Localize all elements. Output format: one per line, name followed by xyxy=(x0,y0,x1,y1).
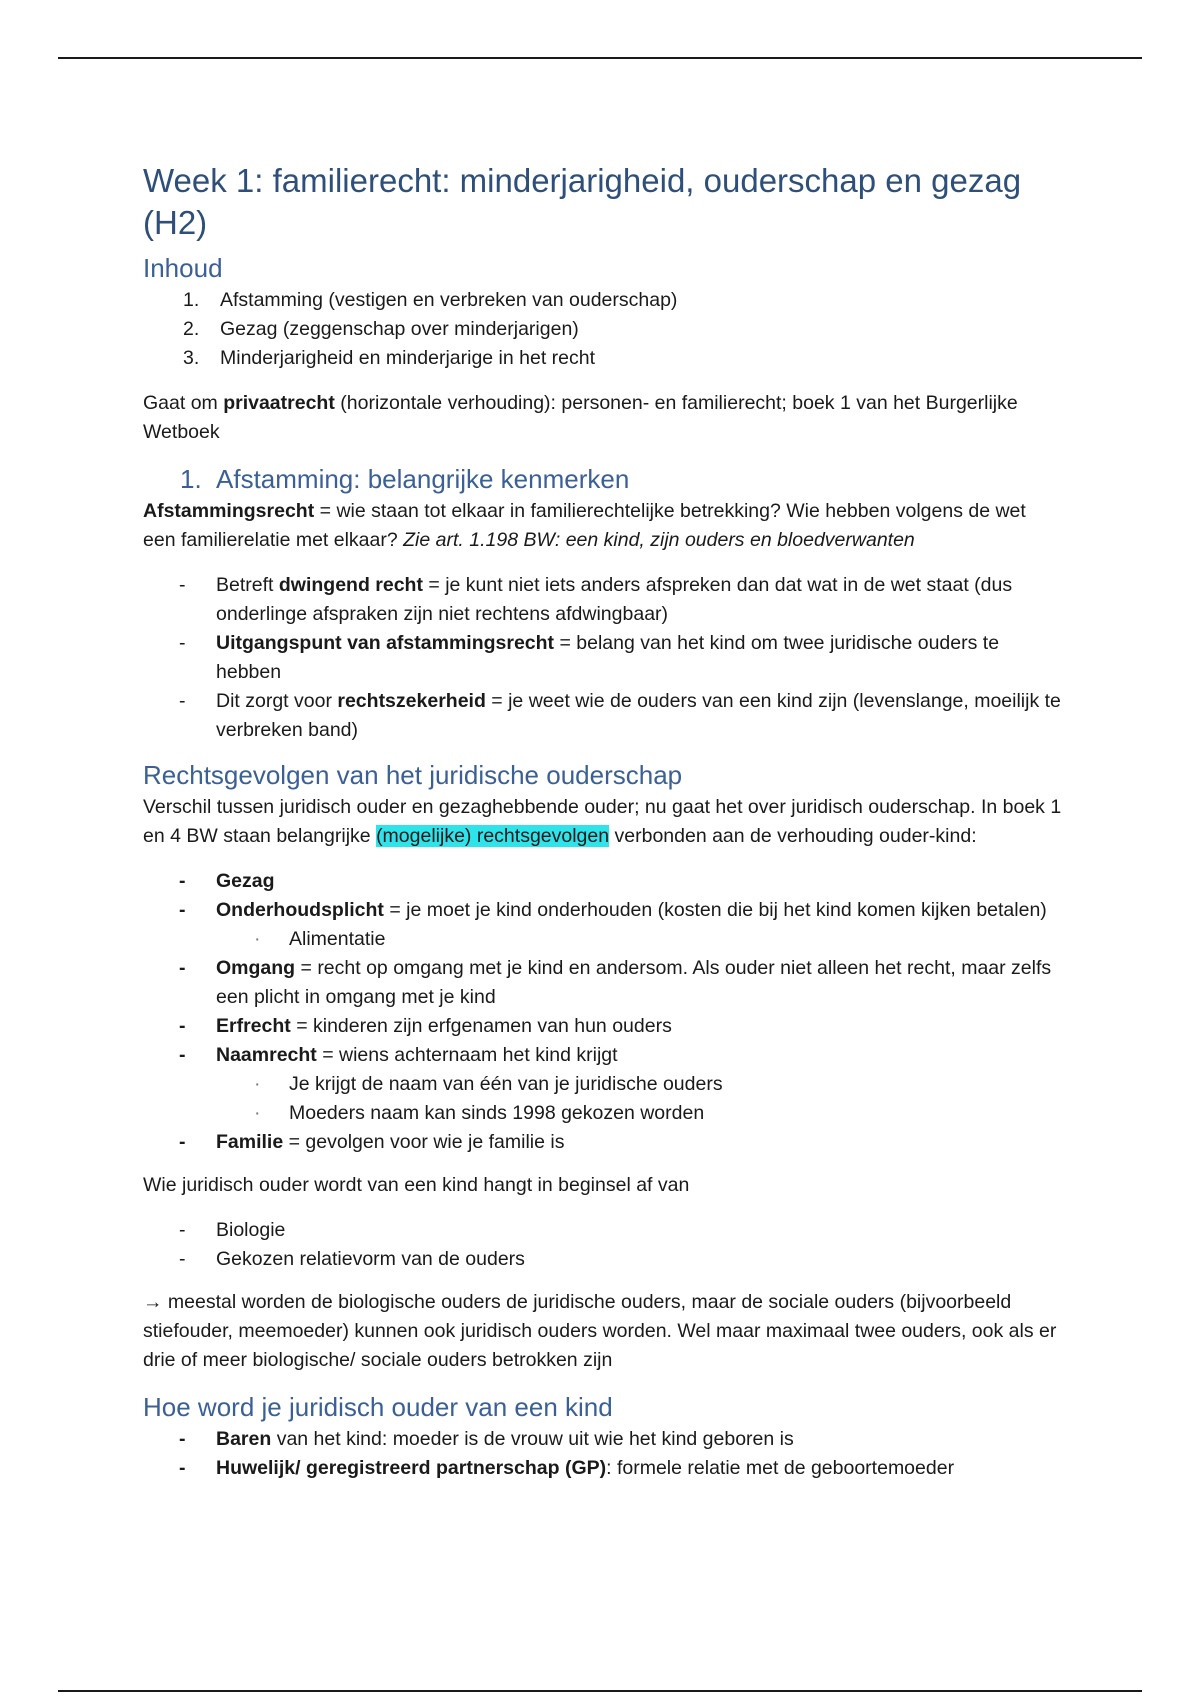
section-afstamming-heading: 1. Afstamming: belangrijke kenmerken xyxy=(180,464,630,494)
inhoud-list xyxy=(143,286,1063,373)
intro-paragraph: Gaat om privaatrecht (horizontale verhouding): personen- en familierecht; boek 1 van het Burgerlijke Wetboek xyxy=(143,392,1018,443)
list-item: - Betreft dwingend recht = je kunt niet iets anders afspreken dan dat wat in de wet staat (dus onderlinge afspraken zijn niet rechtens afdwingbaar) xyxy=(143,571,1063,629)
rechtsgevolgen-bullets xyxy=(143,867,1063,1157)
afstamming-paragraph: Afstammingsrecht = wie staan tot elkaar in familierechtelijke betrekking? Wie hebben volgens de wet een familierelatie met elkaar? Zie art. 1.198 BW: een kind, zijn ouders en bloedverwanten xyxy=(143,500,1026,551)
sub-list-item: · Moeders naam kan sinds 1998 gekozen worden xyxy=(216,1099,1063,1128)
document-body xyxy=(143,160,1063,1497)
list-item: 2. Gezag (zeggenschap over minderjarigen) xyxy=(183,318,579,340)
sub-list-item: · Je krijgt de naam van één van je juridische ouders xyxy=(216,1070,1063,1099)
rechtsgevolgen-paragraph: Verschil tussen juridisch ouder en gezaghebbende ouder; nu gaat het over juridisch ouderschap. In boek 1 en 4 BW staan belangrijke (mogelijke) rechtsgevolgen verbonden aan de verhouding ouder-kind: xyxy=(143,796,1062,847)
page-title: Week 1: familierecht: minderjarigheid, ouderschap en gezag (H2) xyxy=(143,162,1022,241)
list-item: - Familie = gevolgen voor wie je familie is xyxy=(143,1128,1063,1157)
sub-list-item: · Alimentatie xyxy=(216,925,1063,954)
list-item: 3. Minderjarigheid en minderjarige in het recht xyxy=(183,347,596,369)
list-item: - Erfrecht = kinderen zijn erfgenamen van hun ouders xyxy=(143,1012,1063,1041)
list-item: - Gezag xyxy=(143,867,1063,896)
list-item: - Baren van het kind: moeder is de vrouw uit wie het kind geboren is xyxy=(143,1425,1063,1454)
arrow-right-icon: → xyxy=(143,1291,163,1313)
afstamming-bullets xyxy=(143,571,1063,745)
section-hoe-word-heading: Hoe word je juridisch ouder van een kind xyxy=(143,1392,613,1422)
section-rechtsgevolgen-heading: Rechtsgevolgen van het juridische ouderschap xyxy=(143,760,683,790)
list-item: - Omgang = recht op omgang met je kind en andersom. Als ouder niet alleen het recht, maar zelfs een plicht in omgang met je kind xyxy=(143,954,1063,1012)
footer-rule xyxy=(58,1690,1142,1692)
juridisch-ouder-paragraph: Wie juridisch ouder wordt van een kind hangt in beginsel af van xyxy=(143,1174,690,1196)
list-item: - Gekozen relatievorm van de ouders xyxy=(143,1245,1063,1274)
highlighted-text: (mogelijke) rechtsgevolgen xyxy=(376,825,610,847)
list-item: - Huwelijk/ geregistreerd partnerschap (GP): formele relatie met de geboortemoeder xyxy=(143,1454,1063,1483)
sub-list xyxy=(216,925,1063,954)
list-item: 1. Afstamming (vestigen en verbreken van ouderschap) xyxy=(183,289,678,311)
inhoud-heading: Inhoud xyxy=(143,253,223,283)
juridisch-ouder-bullets xyxy=(143,1216,1063,1274)
hoe-word-bullets xyxy=(143,1425,1063,1483)
list-item: - Biologie xyxy=(143,1216,1063,1245)
header-rule xyxy=(58,57,1142,59)
list-item: - Onderhoudsplicht = je moet je kind onderhouden (kosten die bij het kind komen kijken betalen) · Alimentatie xyxy=(143,896,1063,954)
sub-list xyxy=(216,1070,1063,1128)
list-item: - Dit zorgt voor rechtszekerheid = je weet wie de ouders van een kind zijn (levenslange, moeilijk te verbreken band) xyxy=(143,687,1063,745)
list-item: - Naamrecht = wiens achternaam het kind krijgt · Je krijgt de naam van één van je juridische ouders · Moeders naam kan sinds 1998 gekozen worden xyxy=(143,1041,1063,1128)
list-item: - Uitgangspunt van afstammingsrecht = belang van het kind om twee juridische ouders te hebben xyxy=(143,629,1063,687)
arrow-paragraph: → meestal worden de biologische ouders de juridische ouders, maar de sociale ouders (bijvoorbeeld stiefouder, meemoeder) kunnen ook juridisch ouders worden. Wel maar maximaal twee ouders, ook als er drie of meer biologische/ sociale ouders betrokken zijn xyxy=(143,1291,1057,1371)
